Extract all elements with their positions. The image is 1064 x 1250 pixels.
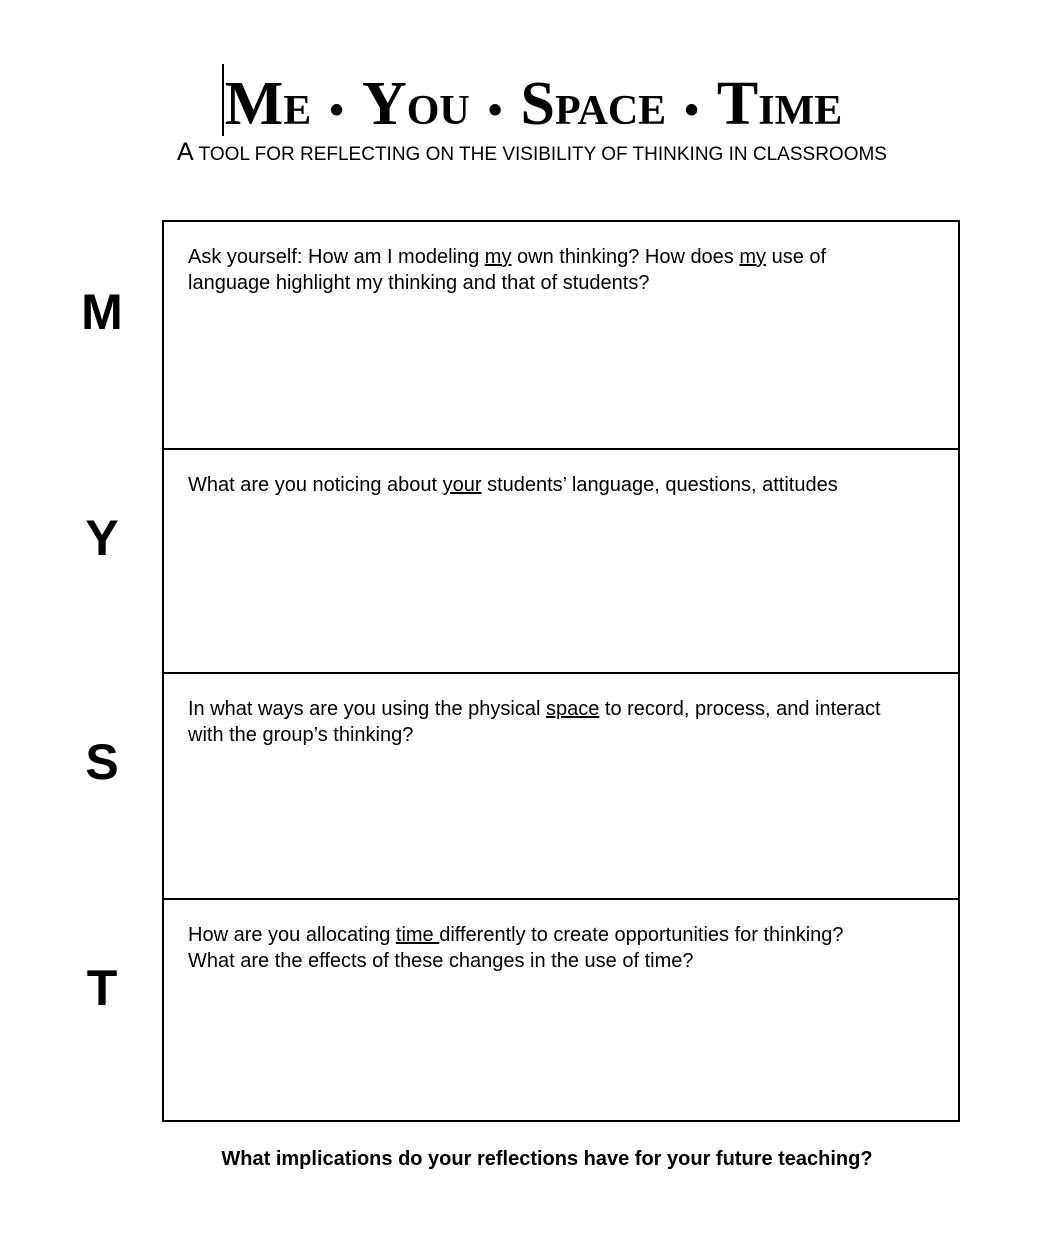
title-separator: • [684,88,699,134]
prompt-space [188,696,958,748]
title-separator: • [487,88,503,134]
row-letter-space: S [85,734,119,790]
subtitle-rest: TOOL FOR REFLECTING ON THE VISIBILITY OF THINKING IN CLASSROOMS [193,144,887,165]
title-separator: • [329,88,344,134]
title-you-initial: Y [361,70,407,138]
reflection-row-space[interactable] [164,672,958,898]
title-time-rest: IME [758,88,843,134]
title-time-initial: T [716,70,759,138]
prompt-text: to record, process, and interact [599,698,881,720]
title-me-initial: M [224,70,284,138]
prompt-line: with the group’s thinking? [188,724,414,746]
prompt-time [188,922,958,974]
prompt-text: use of [766,246,827,268]
closing-question: What implications do your reflections have for your future teaching? [221,1148,873,1170]
text-cursor [222,64,224,136]
page-subtitle [0,138,1064,167]
prompt-underlined-word: your [442,474,482,496]
prompt-text: How are you allocating [188,924,396,946]
reflection-row-you[interactable] [164,448,958,672]
prompt-line: language highlight my thinking and that of students? [188,272,650,294]
prompt-text: In what ways are you using the physical [188,698,546,720]
prompt-underlined-word: space [545,698,600,720]
prompt-underlined-word: my [739,246,767,268]
row-letter-time: T [86,960,118,1016]
prompt-line [188,696,958,722]
prompt-line [188,472,958,498]
reflection-table [162,220,960,1122]
row-letter-you: Y [85,510,119,566]
prompt-line [188,244,958,270]
prompt-text: What are you noticing about [188,474,443,496]
title-space-rest: PACE [554,88,667,134]
prompt-line: What are the effects of these changes in the use of time? [188,950,694,972]
subtitle-initial: A [177,138,194,166]
title-space-initial: S [520,70,555,138]
prompt-you [188,472,958,498]
prompt-me [188,244,958,296]
reflection-row-me[interactable] [164,222,958,448]
page-title [0,64,1064,136]
prompt-text: Ask yourself: How am I modeling [188,246,485,268]
title-me-rest: E [283,88,312,134]
prompt-text: own thinking? How does [511,246,740,268]
prompt-text: differently to create opportunities for thinking? [439,924,844,946]
prompt-underlined-word: my [484,246,512,268]
reflection-row-time[interactable] [164,898,958,1120]
prompt-text: students’ language, questions, attitudes [481,474,838,496]
prompt-line [188,922,958,948]
title-you-rest: OU [406,88,470,134]
row-letter-me: M [81,284,123,340]
prompt-underlined-word: time [395,924,440,946]
